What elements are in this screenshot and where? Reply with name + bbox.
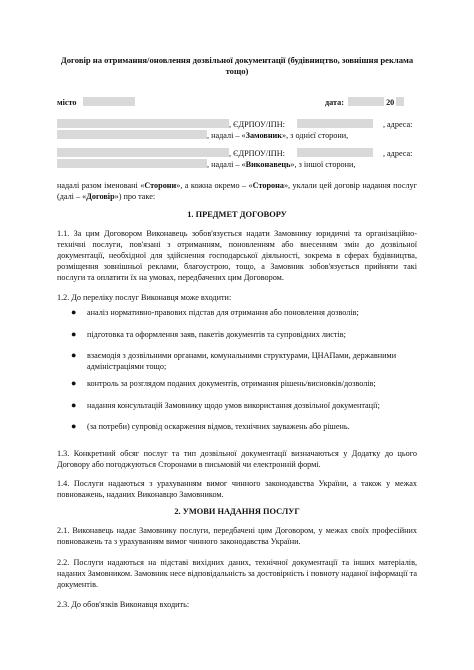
- party2-role-suffix: », з іншої сторони,: [290, 160, 356, 169]
- bullet-icon: ●: [71, 350, 77, 360]
- year-prefix: 20: [386, 98, 395, 107]
- place-label: місто: [57, 98, 77, 107]
- list-item-text: підготовка та оформлення заяв, пакетів документів та супровідних листів;: [87, 330, 346, 339]
- party1-role-name: Замовник: [245, 131, 282, 140]
- intro-text-3: », уклали цей договір надання послуг (далі – «: [57, 181, 417, 201]
- date-field[interactable]: [348, 97, 384, 106]
- bullet-icon: ●: [71, 378, 77, 388]
- list-item-text: взаємодія з дозвільними органами, комунальними структурами, ЦНАПами, державними адміністраціями тощо;: [87, 351, 397, 371]
- party2-address-label: , адреса:: [382, 149, 413, 158]
- intro-sides: Сторони: [144, 181, 177, 190]
- clause-1-1: 1.1. За цим Договором Виконавець зобов'язується надати Замовнику юридичні та організаційно-технічні послуги, пов'язані з отриманням, поновленням або внесенням змін до дозвільної документації, необхідної для здійснення господарської діяльності, зокрема в сферах будівництва, розміщення зовнішньої реклами, благоустрою, тощо, а Замовник зобов'язується прийняти такі послуги та оплатити їх на умовах, передбачених цим Договором.: [57, 229, 417, 282]
- party2-name-field[interactable]: [57, 148, 229, 157]
- date-group: [325, 97, 404, 108]
- party1-role-prefix: , надалі – «: [207, 131, 246, 140]
- clause-2-2: 2.2. Послуги надаються на підставі вихідних даних, технічної документації та інших матеріалів, наданих Замовником. Замовник несе відповідальність за достовірність і повноту наданої інформації та документів.: [57, 558, 417, 589]
- list-item-text: (за потреби) супровід оскарження відмов, технічних зауважень або рішень.: [87, 422, 350, 431]
- intro-text-2: », а кожна окремо – «: [176, 181, 253, 190]
- party2-line1: [57, 148, 417, 159]
- party1-edrpou-field[interactable]: [297, 119, 373, 128]
- party1-address-label: , адреса:: [382, 120, 413, 129]
- party2-role-prefix: , надалі – «: [207, 160, 246, 169]
- section1-heading: 1. ПРЕДМЕТ ДОГОВОРУ: [187, 210, 287, 219]
- clause-2-1: 2.1. Виконавець надає Замовнику послуги, передбачені цим Договором, у межах своїх професійних повноважень та з урахуванням вимог чинного законодавства України.: [57, 526, 417, 546]
- list-item-text: надання консультацій Замовнику щодо умов використання дозвільної документації;: [87, 401, 380, 410]
- section2-heading: 2. УМОВИ НАДАННЯ ПОСЛУГ: [174, 507, 300, 516]
- party2-edrpou-label: , ЄДРПОУ/ІПН:: [229, 149, 285, 158]
- bullet-icon: ●: [71, 400, 77, 410]
- party1-line1: [57, 119, 417, 130]
- party2-role-name: Виконавець: [245, 160, 291, 169]
- party2-line2: [57, 159, 417, 170]
- intro-contract: Договір: [86, 192, 115, 201]
- bullet-icon: ●: [71, 329, 77, 339]
- intro-text-4: ») про таке:: [114, 192, 156, 201]
- party2-edrpou-field[interactable]: [297, 148, 373, 157]
- document-title: Договір на отримання/оновлення дозвільної документації (будівництво, зовнішня реклама тощо): [60, 55, 414, 76]
- clause-1-4: 1.4. Послуги надаються з урахуванням вимог чинного законодавства України, а також у межах повноважень, наданих Виконавцю Замовником.: [57, 479, 417, 499]
- party1-edrpou-label: , ЄДРПОУ/ІПН:: [229, 120, 285, 129]
- list-item-text: контроль за розглядом поданих документів, отримання рішень/висновків/дозволів;: [87, 379, 376, 388]
- clause-1-2: 1.2. До переліку послуг Виконавця може входити:: [57, 293, 232, 302]
- party1-line2: [57, 130, 417, 141]
- bullet-icon: ●: [71, 421, 77, 431]
- party1-name-field[interactable]: [57, 119, 229, 128]
- party2-address-field[interactable]: [57, 159, 207, 168]
- party1-address-field[interactable]: [57, 130, 207, 139]
- place-field[interactable]: [83, 97, 135, 106]
- intro-paragraph: [57, 180, 417, 202]
- party1-role-suffix: », з однієї сторони,: [281, 131, 349, 140]
- year-field[interactable]: [396, 97, 404, 106]
- intro-side: Сторона: [252, 181, 284, 190]
- intro-text-1: надалі разом іменовані «: [57, 181, 145, 190]
- clause-2-3: 2.3. До обов'язків Виконавця входить:: [57, 600, 190, 609]
- clause-1-3: 1.3. Конкретний обсяг послуг та тип дозвільної документації визначаються у Додатку до цього Договору або погоджуються Сторонами в письмовій чи електронній формі.: [57, 449, 417, 469]
- bullet-icon: ●: [71, 307, 77, 317]
- list-item-text: аналіз нормативно-правових підстав для отримання або поновлення дозволів;: [87, 308, 359, 317]
- place-date-row: [57, 97, 417, 108]
- date-label: дата:: [325, 98, 344, 107]
